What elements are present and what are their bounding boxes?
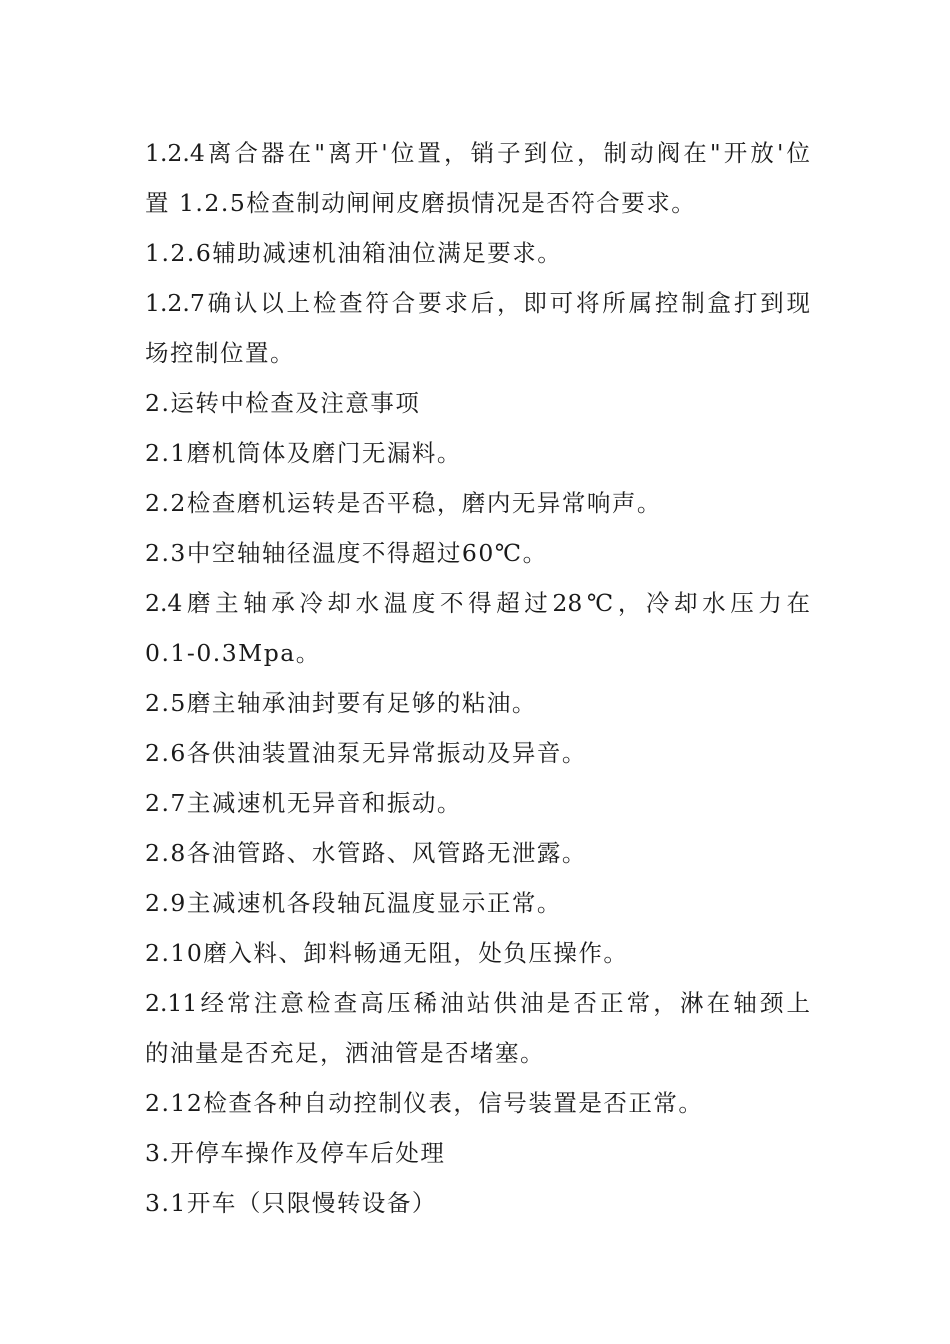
text-line: 2.7主减速机无异音和振动。 (145, 789, 462, 817)
text-line: 1.2.4离合器在"离开'位置，销子到位，制动阀在"开放'位 (145, 139, 810, 167)
section-heading: 3.开停车操作及停车后处理 (145, 1139, 446, 1167)
text-line: 2.2检查磨机运转是否平稳，磨内无异常响声。 (145, 489, 662, 517)
text-line: 的油量是否充足，洒油管是否堵塞。 (145, 1039, 545, 1067)
text-line: 2.9主减速机各段轴瓦温度显示正常。 (145, 889, 562, 917)
text-line: 2.4磨主轴承冷却水温度不得超过28℃，冷却水压力在 (145, 589, 810, 617)
text-line: 2.6各供油装置油泵无异常振动及异音。 (145, 739, 587, 767)
text-line: 3.1开车（只限慢转设备） (145, 1189, 437, 1217)
text-line: 2.8各油管路、水管路、风管路无泄露。 (145, 839, 587, 867)
text-line: 2.1磨机筒体及磨门无漏料。 (145, 439, 462, 467)
text-line: 置 1.2.5检查制动闸闸皮磨损情况是否符合要求。 (145, 189, 697, 217)
document-body (145, 128, 810, 1228)
text-line: 2.5磨主轴承油封要有足够的粘油。 (145, 689, 537, 717)
text-line: 1.2.7确认以上检查符合要求后，即可将所属控制盒打到现 (145, 289, 810, 317)
text-line: 2.11经常注意检查高压稀油站供油是否正常，淋在轴颈上 (145, 989, 810, 1017)
section-heading: 2.运转中检查及注意事项 (145, 389, 421, 417)
text-line: 2.10磨入料、卸料畅通无阻，处负压操作。 (145, 939, 629, 967)
text-line: 1.2.6辅助减速机油箱油位满足要求。 (145, 239, 563, 267)
text-line: 2.12检查各种自动控制仪表，信号装置是否正常。 (145, 1089, 704, 1117)
text-line: 2.3中空轴轴径温度不得超过60℃。 (145, 539, 548, 567)
text-line: 0.1-0.3Mpa。 (145, 639, 321, 667)
text-line: 场控制位置。 (145, 339, 295, 367)
